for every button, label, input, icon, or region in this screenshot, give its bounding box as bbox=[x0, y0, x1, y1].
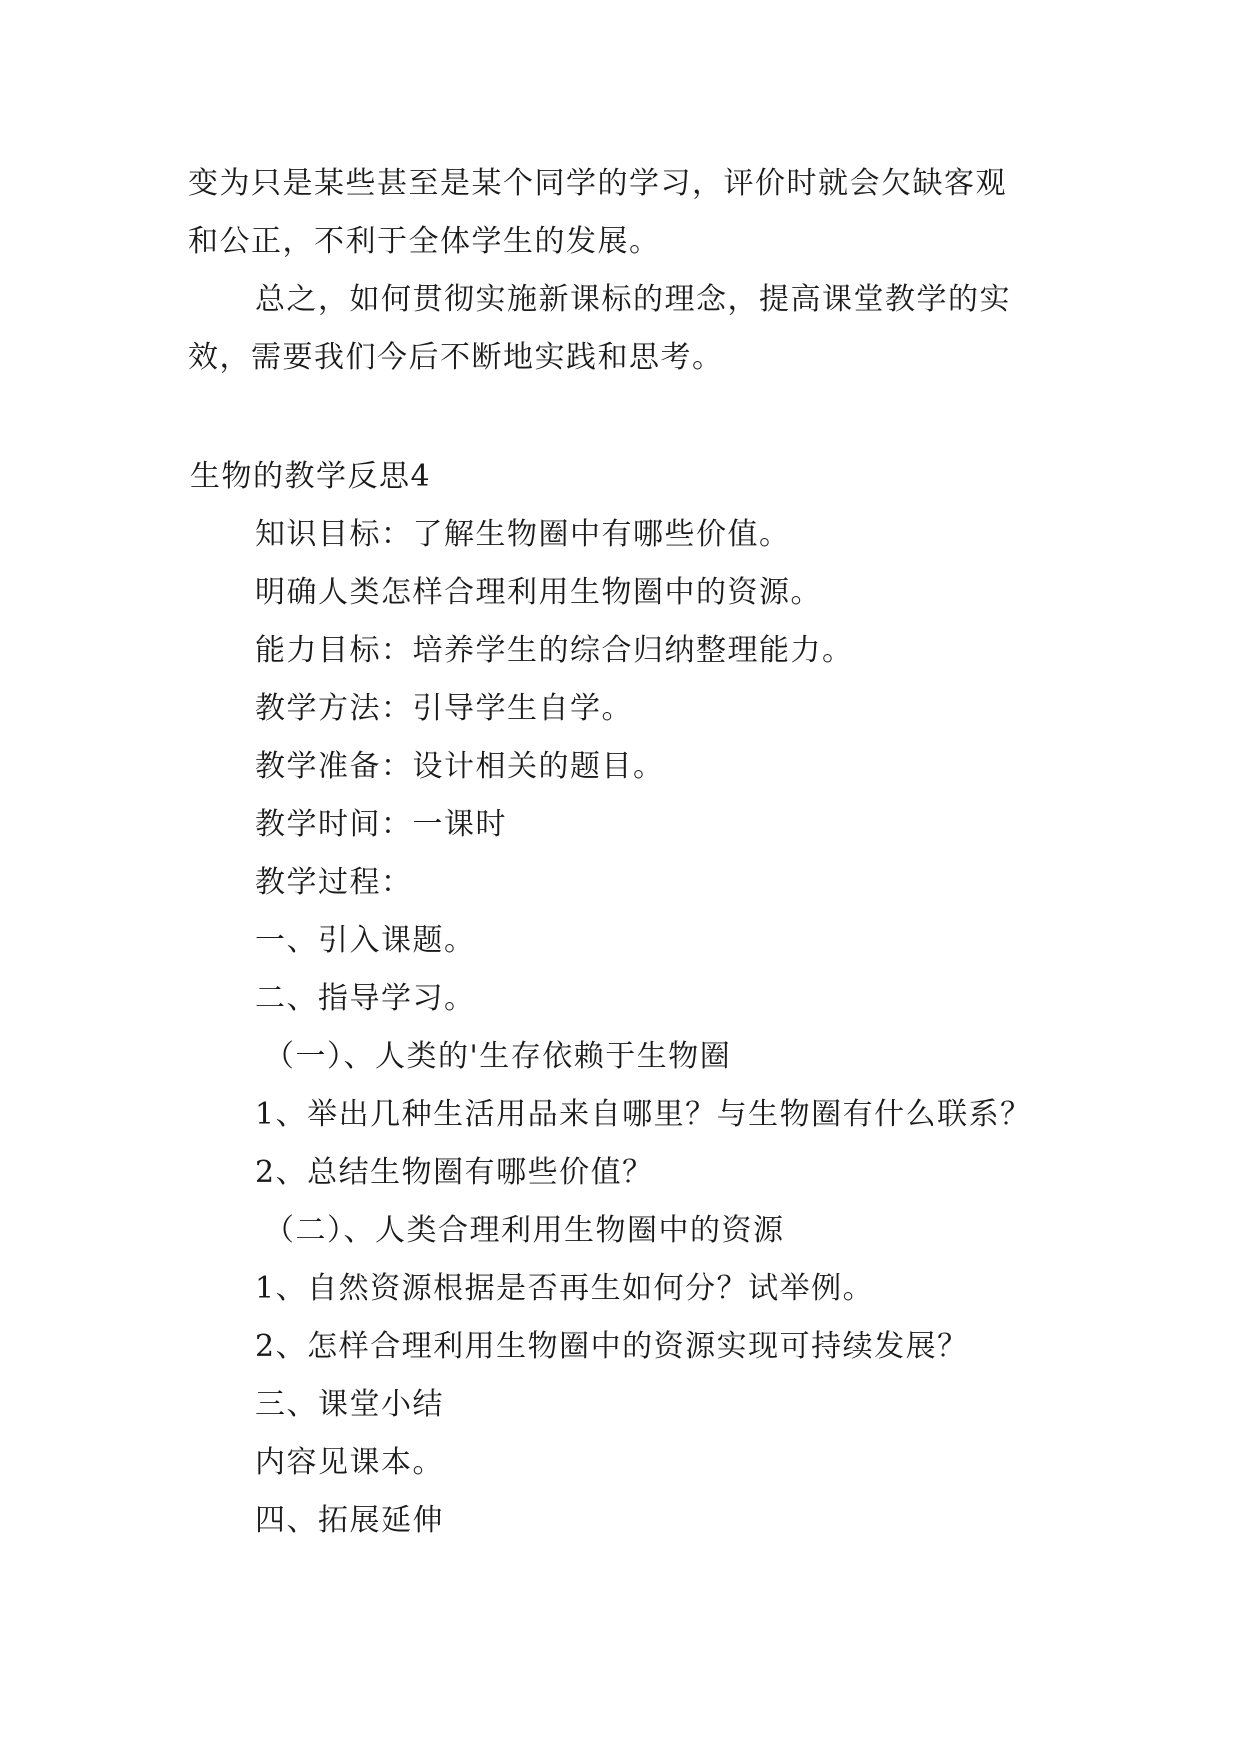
content-line: 三、课堂小结 bbox=[255, 1387, 444, 1422]
content-line: 内容见课本。 bbox=[255, 1445, 444, 1480]
paragraph-line: 总之，如何贯彻实施新课标的理念，提高课堂教学的实 bbox=[255, 282, 1011, 317]
content-line: 二、指导学习。 bbox=[255, 981, 476, 1016]
content-line: 知识目标：了解生物圈中有哪些价值。 bbox=[255, 517, 791, 552]
content-line: 2、怎样合理利用生物圈中的资源实现可持续发展？ bbox=[255, 1329, 969, 1364]
paragraph-line: 效，需要我们今后不断地实践和思考。 bbox=[188, 340, 724, 375]
paragraph-line: 和公正，不利于全体学生的发展。 bbox=[188, 224, 661, 259]
content-line: 1、自然资源根据是否再生如何分？试举例。 bbox=[255, 1271, 875, 1306]
content-line: （一）、人类的'生存依赖于生物圈 bbox=[264, 1039, 732, 1074]
content-line: 教学过程： bbox=[255, 865, 413, 900]
content-line: 2、总结生物圈有哪些价值？ bbox=[255, 1155, 654, 1190]
section-title: 生物的教学反思4 bbox=[190, 459, 432, 494]
content-line: 一、引入课题。 bbox=[255, 923, 476, 958]
content-line: 明确人类怎样合理利用生物圈中的资源。 bbox=[255, 575, 822, 610]
content-line: 四、拓展延伸 bbox=[255, 1503, 444, 1538]
content-line: 教学准备：设计相关的题目。 bbox=[255, 749, 665, 784]
content-line: 教学时间：一课时 bbox=[255, 807, 507, 842]
content-line: 能力目标：培养学生的综合归纳整理能力。 bbox=[255, 633, 854, 668]
content-line: 1、举出几种生活用品来自哪里？与生物圈有什么联系？ bbox=[255, 1097, 1032, 1132]
content-line: （二）、人类合理利用生物圈中的资源 bbox=[264, 1213, 785, 1248]
content-line: 教学方法：引导学生自学。 bbox=[255, 691, 633, 726]
paragraph-line: 变为只是某些甚至是某个同学的学习，评价时就会欠缺客观 bbox=[188, 166, 1007, 201]
